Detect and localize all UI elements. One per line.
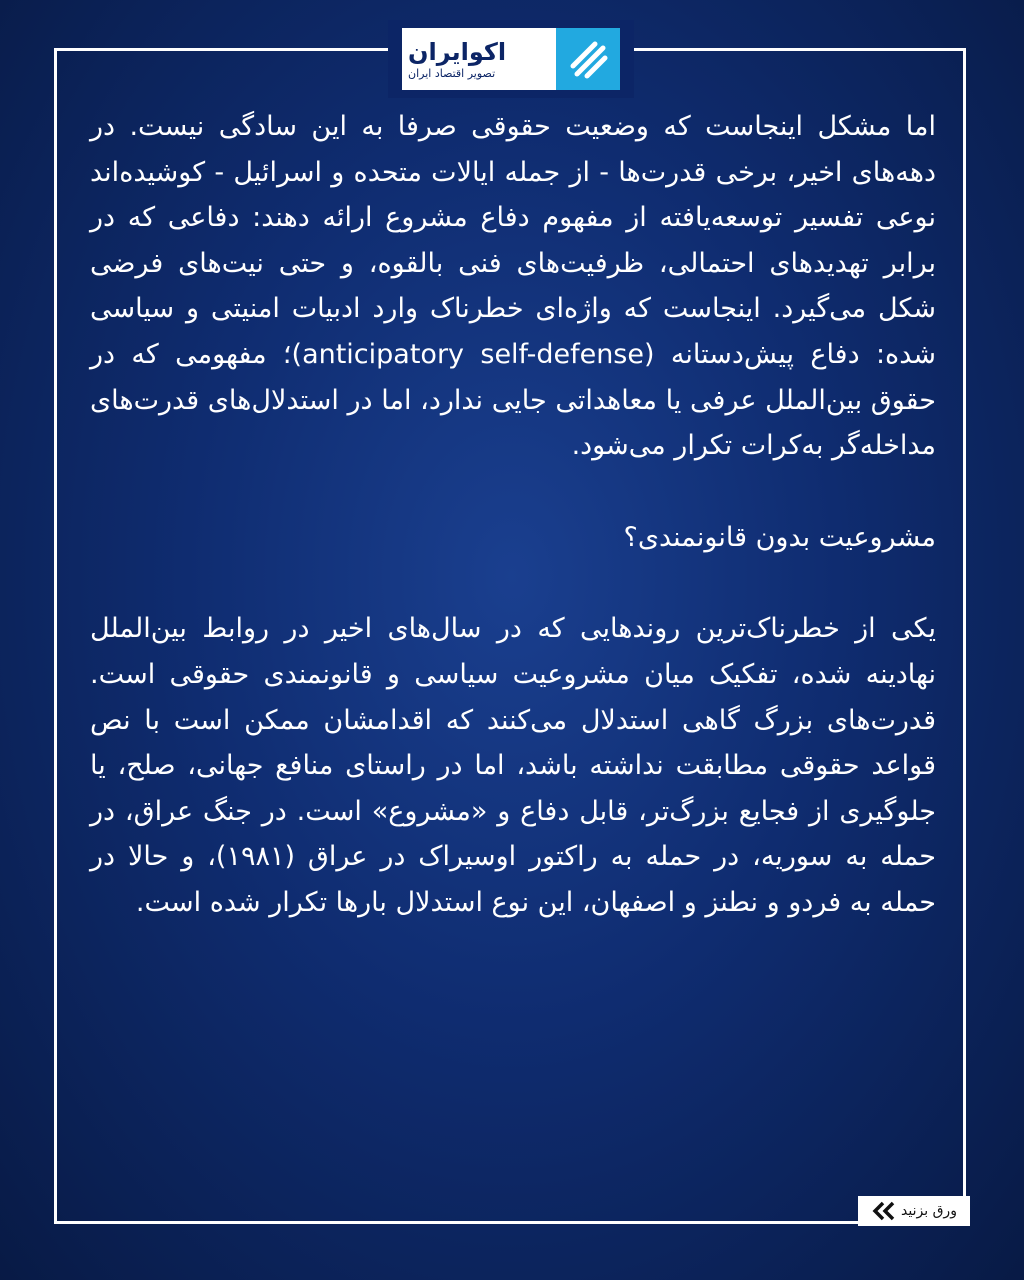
- swipe-next-button[interactable]: [858, 1196, 970, 1226]
- article-paragraph: یکی از خطرناک‌ترین روندهایی که در سال‌های اخیر در روابط بین‌الملل نهادینه شده، تفکیک میان مشروعیت سیاسی و قانونمندی حقوقی است. قدرت‌های بزرگ گاهی استدلال می‌کنند که اقدامشان ممکن است با نص قواعد حقوقی مطابقت نداشته باشد، اما در راستای منافع جهانی، صلح، یا جلوگیری از فجایع بزرگ‌تر، قابل دفاع و «مشروع» است. در جنگ عراق، در حمله به سوریه، در حمله به راکتور اوسیراک در عراق (۱۹۸۱)، و حالا در حمله به فردو و نطنز و اصفهان، این نوع استدلال بارها تکرار شده است.: [90, 613, 936, 918]
- ecoiran-logo-icon: [556, 28, 620, 90]
- brand-name: اکوایران: [408, 38, 507, 66]
- article-body: [90, 104, 936, 926]
- paragraph-gap: [90, 560, 936, 606]
- brand-logo-inner: [402, 28, 620, 90]
- article-paragraph: اما مشکل اینجاست که وضعیت حقوقی صرفا به این سادگی نیست. در دهه‌های اخیر، برخی قدرت‌ها - از جمله ایالات متحده و اسرائیل - کوشیده‌اند نوعی تفسیر توسعه‌یافته از مفهوم دفاع مشروع ارائه دهند: دفاعی که در برابر تهدیدهای احتمالی، ظرفیت‌های فنی بالقوه، و حتی نیت‌های فرضی شکل می‌گیرد. اینجاست که واژه‌ای خطرناک وارد ادبیات امنیتی و سیاسی شده: دفاع پیش‌دستانه (anticipatory self-defense)؛ مفهومی که در حقوق بین‌الملل عرفی یا معاهداتی جایی ندارد، اما در استدلال‌های قدرت‌های مداخله‌گر به‌کرات تکرار می‌شود.: [90, 111, 936, 462]
- brand-logo: [388, 20, 634, 98]
- brand-text: [408, 30, 550, 88]
- swipe-label: ورق بزنید: [901, 1203, 957, 1219]
- section-heading: مشروعیت بدون قانونمندی؟: [623, 521, 936, 553]
- paragraph-gap: [90, 469, 936, 515]
- brand-tagline: تصویر اقتصاد ایران: [408, 67, 496, 80]
- double-chevron-left-icon: [871, 1201, 895, 1221]
